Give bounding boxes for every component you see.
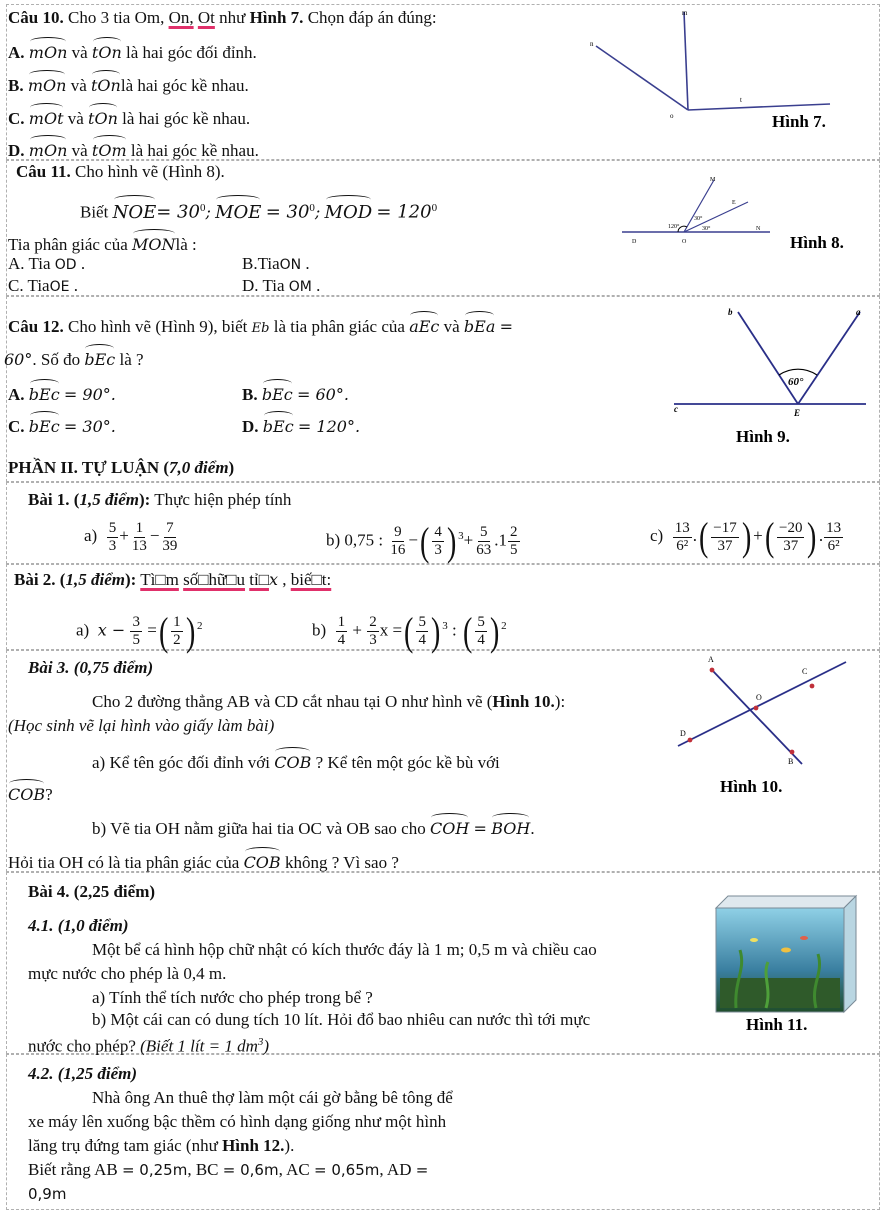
text-run: 60° [4, 350, 33, 369]
text-run: aEc [409, 314, 439, 337]
text-run: là hai góc kề nhau. [120, 76, 249, 95]
text-run: Biết rằng AB [28, 1160, 118, 1179]
bai3-stem [92, 692, 565, 712]
text-run: là hai góc kề nhau. [122, 109, 251, 128]
text-run: : [452, 620, 457, 640]
bai3-question-a-2 [8, 782, 53, 805]
q11-given [80, 196, 437, 225]
figure-11-caption: Hình 11. [746, 1015, 808, 1034]
text-run: b) Vẽ tia OH nằm giữa hai tia OC và OB sao cho [92, 819, 426, 838]
text-run: A. [8, 385, 25, 404]
angle-label: tOn [88, 106, 118, 129]
bai4-heading: Bài 4. (2,25 điểm) [28, 882, 156, 901]
text-run: Hình 10. [492, 692, 555, 711]
text-run: C. Tia [8, 276, 50, 295]
bai1-part-a [84, 516, 180, 556]
text-run: 6² [676, 537, 689, 554]
angle-label: mOn [29, 40, 68, 63]
text-run: ? [45, 785, 53, 804]
text-run: ): [124, 570, 137, 589]
label-E: E [794, 408, 801, 418]
text-run: 2 [369, 614, 377, 631]
text-run: + [119, 526, 129, 545]
angle-label: tOn [91, 73, 121, 96]
text-run: MON [132, 232, 176, 255]
text-run: = [473, 819, 487, 838]
text-run: 2 [173, 632, 181, 649]
label-60: 60° [788, 376, 804, 388]
bai3-question-b [92, 816, 535, 839]
q12-option-c[interactable] [8, 414, 116, 437]
text-run: B.Tia [242, 254, 280, 273]
text-run: −20 [779, 519, 803, 536]
q12-stem-2 [4, 347, 144, 370]
label-O: O [682, 239, 687, 245]
angle-label: tOm [92, 138, 127, 161]
text-run: b) [312, 620, 327, 640]
text-run: 4 [477, 632, 485, 649]
bai4-2-text-2: xe máy lên xuống bậc thềm có hình dạng giống như một hình [28, 1112, 447, 1131]
text-run: nước cho phép? [28, 1036, 136, 1056]
text-run: , AD [379, 1160, 412, 1179]
q10-option-b[interactable] [8, 73, 249, 96]
text-run: Tì□m [140, 570, 179, 589]
text-run: 3 [434, 542, 442, 559]
text-run: PHẦN II. TỰ LUẬN ( [8, 458, 170, 477]
figure-7-caption: Hình 7. [772, 112, 826, 131]
text-run: = 120 [376, 201, 432, 223]
text-run: không ? Vì sao ? [284, 853, 399, 872]
text-run: 3 [369, 632, 377, 649]
bai2-part-b: b) $\frac{1}{4}$ + $\frac{2}{3}$ x =( $\frac{5}{4}$ ) $^3$ : ( $\frac{5}{4}$ ) $^2$ [312, 608, 507, 654]
text-run: Cho 2 đường thẳng AB và CD cắt nhau tại O như hình vẽ ( [92, 692, 493, 711]
text-run: bEc [263, 414, 294, 437]
text-run: 3 [458, 530, 464, 542]
text-run: = [415, 1161, 429, 1179]
q11-stem [16, 162, 225, 182]
q11-option-a[interactable] [8, 254, 85, 275]
text-run: = 60°. [296, 385, 349, 404]
text-run: Ot [197, 8, 215, 27]
bai1-heading [28, 490, 291, 510]
text-run: − [408, 530, 418, 550]
text-run: 7,0 điểm [169, 458, 229, 477]
text-run: , [282, 570, 287, 589]
text-run: , AC [278, 1160, 310, 1179]
text-run: B. [8, 76, 24, 95]
text-run: = 30 [156, 201, 200, 223]
text-run: 39 [162, 537, 178, 554]
text-run: = [147, 620, 157, 640]
bai4-2-cell [6, 1054, 880, 1210]
q10-option-c[interactable] [8, 106, 250, 129]
text-run: Hình 7. [249, 8, 304, 27]
text-run: A. Tia [8, 254, 51, 273]
text-run: 13 [826, 519, 842, 536]
text-run: x [268, 570, 278, 589]
figure-9-caption: Hình 9. [736, 427, 790, 446]
text-run: bEc [262, 382, 293, 405]
bai4-2-text-4 [28, 1160, 428, 1180]
bai3-note: (Học sinh vẽ lại hình vào giấy làm bài) [8, 716, 275, 735]
figure-10-caption: Hình 10. [720, 777, 783, 796]
text-run: 1 [173, 614, 181, 631]
text-run: ? Kể tên một góc kề bù với [315, 753, 500, 772]
text-run: COH [430, 816, 469, 839]
text-run: và [71, 43, 88, 62]
label-120: 120° [668, 224, 680, 230]
text-run: Chọn đáp án đúng: [307, 8, 437, 27]
text-run: NOE [113, 198, 157, 225]
label-C: C [802, 667, 808, 676]
label-c: c [674, 404, 678, 414]
text-run: . [692, 526, 697, 545]
label-B: B [788, 757, 794, 766]
text-run: Thực hiện phép tính [154, 490, 292, 509]
text-run: 2 [501, 620, 507, 632]
label-O: O [756, 693, 762, 702]
text-run: D. [242, 417, 259, 436]
text-run: là tia phân giác của [273, 317, 405, 336]
text-run: 5 [477, 614, 485, 631]
label-t: t [740, 96, 742, 104]
text-run: ; [314, 202, 321, 222]
bai4-2-heading: 4.2. (1,25 điểm) [28, 1064, 138, 1083]
bai4-1-question-b-2 [28, 1032, 269, 1057]
text-run: 1 [337, 614, 346, 631]
label-a: a [856, 307, 861, 317]
bai4-1-question-b: b) Một cái can có dung tích 10 lít. Hỏi đổ bao nhiêu can nước thì tới mực [92, 1010, 591, 1029]
text-run: a) [84, 526, 98, 545]
label-N: N [756, 226, 761, 232]
text-run: . [80, 254, 86, 273]
text-run: 3 [132, 614, 140, 631]
text-run: Câu 12. [8, 317, 64, 336]
bai4-1-text: Một bể cá hình hộp chữ nhật có kích thước đáy là 1 m; 0,5 m và chiều cao [92, 940, 597, 959]
text-run: Biết [80, 202, 109, 222]
text-run: Bài 2. ( [14, 570, 66, 589]
text-run: 5 [480, 524, 488, 541]
text-run: = 90°. [63, 385, 116, 404]
text-run: . Số đo [32, 350, 81, 369]
fish-tank-image [716, 896, 856, 1012]
text-run: 1,5 điểm [79, 490, 139, 509]
label-30a: 30° [694, 216, 703, 222]
text-run: ) [263, 1036, 270, 1056]
text-run: = [499, 317, 514, 336]
angle-label: tOn [92, 40, 122, 63]
text-run: 1 [135, 519, 144, 536]
q10-stem [8, 8, 437, 28]
text-run: ; [205, 202, 211, 222]
text-run: (Biết 1 lít = 1 dm [140, 1036, 258, 1056]
bai3-question-a [92, 750, 500, 773]
text-run: ON [279, 257, 302, 273]
text-run: lăng trụ đứng tam giác (như [28, 1136, 218, 1155]
text-run: 4 [337, 632, 346, 649]
text-run: OE [49, 279, 70, 295]
bai4-1-text-2: mực nước cho phép là 0,4 m. [28, 964, 227, 983]
text-run: OM [288, 279, 312, 295]
text-run: Hình 12. [222, 1136, 285, 1155]
text-run: ): [554, 692, 566, 711]
text-run: 5 [108, 519, 117, 536]
part2-heading [8, 458, 234, 478]
text-run: 2 [196, 620, 203, 632]
text-run: 37 [783, 537, 799, 554]
q11-option-b[interactable] [242, 254, 310, 275]
text-run: + [463, 530, 474, 550]
q11-bisector-question [8, 232, 197, 255]
text-run: = 0,6m [222, 1161, 279, 1179]
figure-10 [666, 652, 878, 800]
text-run: . [316, 276, 321, 295]
text-run: = 0,25m [121, 1161, 188, 1179]
label-30b: 30° [702, 226, 711, 232]
text-run: 9 [394, 524, 402, 541]
bai3-question-b-2 [8, 850, 399, 873]
text-run: c) [650, 526, 664, 545]
bai4-1-heading: 4.1. (1,0 điểm) [28, 916, 129, 935]
q10-option-d[interactable] [8, 138, 259, 161]
text-run: = [392, 620, 403, 640]
text-run: = 120°. [297, 417, 361, 436]
text-run: , BC [187, 1160, 219, 1179]
text-run: Câu 11. [16, 162, 71, 181]
text-run: D. [8, 141, 25, 160]
text-run: −17 [713, 519, 737, 536]
q12-option-b[interactable] [242, 382, 349, 405]
text-run: 7 [166, 519, 174, 536]
bai4-2-text-3 [28, 1136, 294, 1156]
text-run: Bài 1. ( [28, 490, 80, 509]
text-run: 0 [309, 202, 315, 214]
q12-option-d[interactable] [242, 414, 360, 437]
text-run: 6² [827, 537, 840, 554]
text-run: là hai góc kề nhau. [130, 141, 259, 160]
text-run: ). [284, 1136, 295, 1155]
text-run: tỉ□ [249, 570, 269, 589]
text-run: Hỏi tia OH có là tia phân giác của [8, 853, 240, 872]
text-run: 5 [510, 542, 518, 559]
text-run: 16 [390, 542, 406, 559]
text-run: = 0,65m [314, 1161, 380, 1179]
bai2-part-a: a) x − $\frac{3}{5}$ =( $\frac{1}{2}$ ) $^2$ [76, 608, 203, 654]
text-run: . [305, 254, 310, 273]
text-run: Tia phân giác của [8, 235, 128, 254]
bai2-heading [14, 570, 331, 590]
text-run: B. [242, 385, 258, 404]
text-run: 0 [431, 202, 438, 214]
text-run: a) Kể tên góc đối đỉnh với [92, 753, 271, 772]
text-run: 3 [108, 537, 117, 554]
text-run: COB [8, 782, 45, 805]
figure-8 [610, 166, 878, 260]
text-run: . [530, 819, 535, 838]
text-run: và [71, 141, 88, 160]
bai4-1-question-a: a) Tính thể tích nước cho phép trong bể ? [92, 988, 373, 1007]
text-run: 37 [717, 537, 733, 554]
text-run: như [219, 8, 246, 27]
label-A: A [708, 655, 714, 664]
angle-label: mOn [28, 73, 67, 96]
angle-label: mOn [29, 138, 68, 161]
text-run: 4 [434, 524, 442, 541]
text-run: On, [168, 8, 194, 27]
text-run: BOH [491, 816, 530, 839]
text-run: = 30°. [63, 417, 116, 436]
text-run: b) [326, 530, 341, 550]
q10-title: Câu 10. [8, 8, 64, 27]
text-run: MOE [215, 198, 261, 225]
text-run: OD [54, 257, 77, 273]
text-run: là ? [119, 350, 144, 369]
text-run: là hai góc đối đỉnh. [126, 43, 257, 62]
text-run: + [352, 620, 363, 640]
text-run: số□hữ□u [183, 570, 245, 589]
text-run: và [67, 109, 84, 128]
text-run: a) [76, 620, 90, 640]
text-run: biế□t: [290, 570, 332, 589]
text-run: x [379, 620, 389, 640]
text-run: 2 [510, 524, 518, 541]
bai4-2-text-5: 0,9m [28, 1185, 67, 1203]
text-run: C. [8, 417, 25, 436]
label-E: E [732, 200, 736, 206]
text-run: Cho hình vẽ (Hình 8). [75, 162, 225, 181]
text-run: 3 [442, 620, 448, 632]
text-run: và [70, 76, 87, 95]
text-run: 5 [418, 614, 426, 631]
text-run: Cho 3 tia Om, [67, 8, 165, 27]
text-run: ): [138, 490, 151, 509]
bai3-heading: Bài 3. (0,75 điểm) [28, 658, 154, 677]
q12-stem [8, 314, 513, 339]
text-run: COB [274, 750, 311, 773]
label-M: M [710, 177, 716, 183]
text-run: bEc [29, 382, 60, 405]
label-m: m [682, 9, 688, 17]
text-run: 13 [131, 537, 147, 554]
text-run: + [753, 526, 763, 545]
label-o: o [670, 112, 674, 120]
text-run: 1,5 điểm [65, 570, 125, 589]
text-run: C. [8, 109, 25, 128]
q10-option-a[interactable] [8, 40, 257, 63]
bai4-2-text: Nhà ông An thuê thợ làm một cái gờ bằng bê tông để [92, 1088, 453, 1107]
text-run: 0,75 : [344, 530, 384, 550]
text-run: = 30 [265, 201, 310, 223]
text-run: và [443, 317, 460, 336]
text-run: là : [175, 235, 197, 254]
text-run: 13 [674, 519, 690, 536]
figure-8-caption: Hình 8. [790, 233, 844, 252]
text-run: 4 [418, 632, 426, 649]
bai1-part-b: b) 0,75 : $\frac{9}{16}$ −( $\frac{4}{3}$ ) $^3$+ $\frac{5}{63}$ .1 $\frac{2}{5}$ [326, 518, 518, 564]
text-run: bEa [464, 314, 495, 337]
text-run: . [73, 276, 78, 295]
figure-11 [706, 880, 880, 1040]
bai1-part-c: c) $\frac{13}{\text{6²}}$ .( $\frac{-17}{37}$ ) +( $\frac{-20}{37}$ ) . $\frac{13}{\text{6²}}$ [650, 514, 842, 560]
q12-option-a[interactable] [8, 382, 116, 405]
text-run: .1 [494, 530, 507, 550]
text-run: x − [97, 620, 126, 640]
label-D: D [632, 239, 637, 245]
text-run: bEc [84, 347, 115, 370]
angle-label: mOt [29, 106, 64, 129]
text-run: 0 [199, 202, 206, 214]
text-run: ) [228, 458, 235, 477]
text-run: − [149, 526, 160, 545]
text-run: Cho hình vẽ (Hình 9), biết [67, 317, 248, 336]
text-run: 63 [476, 542, 492, 559]
text-run: . [818, 526, 824, 545]
label-b: b [728, 307, 733, 317]
text-run: bEc [29, 414, 60, 437]
label-D: D [680, 729, 686, 738]
q11-option-c[interactable] [8, 276, 78, 297]
text-run: Eb [251, 321, 270, 336]
text-run: MOD [325, 198, 373, 225]
text-run: D. Tia [242, 276, 285, 295]
label-n: n [590, 40, 594, 48]
text-run: 5 [132, 632, 140, 649]
text-run: COB [244, 850, 281, 873]
text-run: A. [8, 43, 25, 62]
text-run: 3 [257, 1036, 264, 1048]
q11-option-d[interactable] [242, 276, 320, 297]
figure-7 [560, 6, 880, 156]
figure-9 [668, 300, 878, 450]
